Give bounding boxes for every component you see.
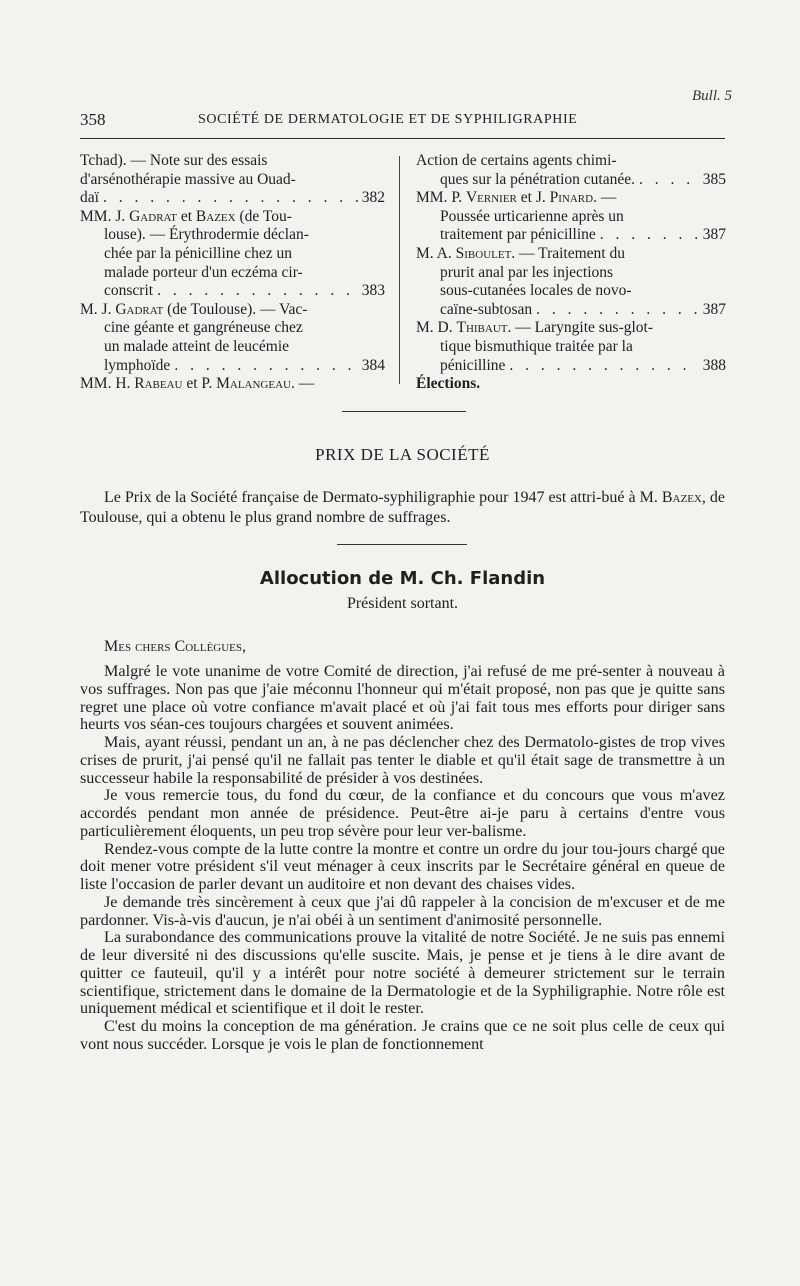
leader-dots	[600, 226, 699, 245]
body-paragraph: Mais, ayant réussi, pendant un an, à ne pas déclencher chez des Dermatolo-gistes de trop vives crises de prurit, j'ai pensé qu'il ne fallait pas tenter le diable et qu'il était sage de transmettre à un successeur habile la responsabilité de présider à vos destinées.	[80, 733, 725, 787]
page-number: 358	[80, 110, 106, 129]
author-name: Malangeau	[216, 375, 291, 393]
prize-title: PRIX DE LA SOCIÉTÉ	[315, 445, 490, 464]
body-paragraph: La surabondance des communications prouve la vitalité de notre Société. Je ne suis pas ennemi de leur diversité ni des discussions qu'elle suscite. Mais, je pense et je tiens à le dire avant de quitter ce fauteuil, qu'il y a intérêt pour notre société à demeurer strictement sur le terrain scientifique, strictement dans le domaine de la Dermatologie et de la Syphiligraphie. Notre rôle est uniquement médical et scientifique et il doit le rester.	[80, 928, 725, 1018]
toc-line: cine géante et gangréneuse chez	[104, 319, 303, 337]
toc-mid: et P.	[182, 375, 217, 393]
toc-line: louse). — Érythrodermie déclan-	[104, 226, 309, 244]
toc-mid: et J.	[516, 189, 550, 207]
leader-dots	[536, 301, 699, 320]
prize-text: , de Toulouse, qui a obtenu le plus grand nombre de suffrages.	[80, 489, 725, 526]
toc-author-line	[80, 301, 385, 320]
toc-line: tique bismuthique traitée par la	[440, 337, 633, 355]
toc-line: malade porteur d'un eczéma cir-	[104, 263, 303, 281]
toc-line: conscrit	[104, 282, 154, 300]
toc-entry	[80, 301, 385, 375]
toc-suffix: (de Toulouse). — Vac-	[163, 300, 308, 318]
toc-leader-line	[416, 357, 726, 376]
prize-paragraph	[80, 488, 725, 528]
toc-line: Action de certains agents chimi-	[416, 152, 617, 169]
toc-author-line	[80, 375, 385, 394]
toc-suffix: (de Tou-	[235, 207, 292, 225]
toc-line: daï	[80, 189, 99, 207]
toc-author-line	[416, 319, 726, 338]
prize-text: Le Prix de la Société française de Dermato-syphiligraphie pour 1947 est attri-bué à M.	[104, 489, 662, 506]
toc-line: traitement par pénicilline	[440, 226, 596, 244]
leader-dots	[157, 282, 358, 301]
toc-line: ques sur la pénétration cutanée.	[440, 170, 635, 188]
toc-mid: et	[176, 207, 196, 225]
leader-dots	[174, 357, 357, 376]
toc-prefix: MM. H.	[80, 375, 135, 393]
running-title: SOCIÉTÉ DE DERMATOLOGIE ET DE SYPHILIGRAPHIE	[198, 112, 578, 127]
toc-entry	[80, 375, 385, 394]
toc-line: caïne-subtosan	[440, 300, 533, 318]
author-name: Gadrat	[115, 300, 164, 318]
allocution-subtitle: Président sortant.	[346, 595, 459, 612]
column-divider	[399, 156, 400, 384]
toc-entry	[416, 189, 726, 245]
author-name: Rabeau	[134, 375, 183, 393]
toc-leader-line	[416, 226, 726, 245]
leader-dots	[103, 189, 358, 208]
toc-suffix: . —	[290, 375, 315, 393]
toc-line: pénicilline	[440, 356, 506, 374]
body-paragraph: Malgré le vote unanime de votre Comité de direction, j'ai refusé de me pré-senter à nouveau à vos suffrages. Non pas que j'aie méconnu l'honneur qui m'était proposé, non pas que je quitte sans regret une place où votre confiance m'avait placé et où j'ai fait tous mes efforts pour diriger sans heurts vos séan-ces toujours chargées et souvent animées.	[80, 662, 725, 734]
toc-entry	[416, 245, 726, 319]
toc-suffix: . —	[593, 189, 617, 207]
author-name: Gadrat	[129, 207, 177, 225]
toc-page-number: 382	[361, 189, 385, 207]
toc-prefix: M. A.	[416, 244, 456, 262]
toc-entry	[416, 319, 726, 375]
section-rule	[337, 544, 467, 545]
author-name: Vernier	[465, 189, 517, 207]
toc-leader-line	[416, 171, 726, 190]
body-paragraph: C'est du moins la conception de ma génération. Je crains que ce ne soit plus celle de ceux qui vont nous succéder. Lorsque je vois le plan de fonctionnement	[80, 1017, 725, 1053]
author-name: Siboulet	[455, 244, 512, 262]
bulletin-marker: Bull. 5	[692, 88, 732, 104]
allocution-body	[80, 663, 725, 1054]
toc-prefix: MM. J.	[80, 207, 130, 225]
toc-leader-line	[80, 282, 385, 301]
toc-line: Tchad). — Note sur des essais	[80, 152, 268, 169]
allocution-title: Allocution de M. Ch. Flandin	[259, 568, 546, 589]
toc-line: d'arsénothérapie massive au Ouad-	[80, 170, 296, 188]
toc-author-line	[416, 245, 726, 264]
toc-author-line	[80, 208, 385, 227]
toc-leader-line	[416, 301, 726, 320]
body-paragraph: Rendez-vous compte de la lutte contre la montre et contre un ordre du jour tou-jours chargé que doit mener votre président s'il veut ménager à ceux inscrits par le Secrétaire général en queue de liste l'occasion de parler devant un auditoire et non devant des chaises vides.	[80, 839, 725, 893]
toc-line: lymphoïde	[104, 356, 171, 374]
toc-elections: Élections.	[416, 375, 481, 393]
toc-entry	[416, 152, 726, 189]
toc-author-line	[416, 189, 726, 208]
toc-page-number: 385	[702, 170, 726, 188]
author-name: Pinard	[549, 189, 594, 207]
page-header	[80, 110, 725, 134]
toc-page-number: 383	[361, 282, 385, 300]
toc-line: sous-cutanées locales de novo-	[440, 282, 632, 300]
section-rule	[342, 411, 466, 412]
toc-page-number: 384	[361, 356, 385, 374]
body-paragraph: Je demande très sincèrement à ceux que j'ai dû rappeler à la concision de m'excuser et de me pardonner. Vis-à-vis d'aucun, je n'ai obéi à un sentiment d'animosité personnelle.	[80, 892, 725, 929]
toc-prefix: M. J.	[80, 300, 116, 318]
toc-prefix: MM. P.	[416, 189, 466, 207]
toc-line: prurit anal par les injections	[440, 263, 614, 281]
toc-line: un malade atteint de leucémie	[104, 337, 290, 355]
body-paragraph: Je vous remercie tous, du fond du cœur, de la confiance et du concours que vous m'avez accordés pendant mon année de présidence. Peut-être ai-je paru à certains d'entre vous particulièrement éloquents, un peu trop sévère pour leur ver-balisme.	[80, 786, 725, 840]
toc-page-number: 387	[702, 226, 726, 244]
salutation: Mes chers Collègues,	[104, 638, 247, 655]
author-name: Thibaut	[456, 319, 508, 337]
leader-dots	[509, 357, 698, 376]
toc-entry	[80, 152, 385, 208]
author-name: Bazex	[661, 489, 702, 506]
toc-line: chée par la pénicilline chez un	[104, 244, 293, 262]
toc-entry	[80, 208, 385, 301]
author-name: Bazex	[195, 207, 236, 225]
toc-right-column	[416, 152, 726, 394]
toc-page-number: 387	[702, 300, 726, 318]
toc-leader-line	[80, 357, 385, 376]
header-rule	[80, 138, 725, 139]
toc-suffix: . — Laryngite sus-glot-	[507, 319, 654, 337]
leader-dots	[639, 171, 699, 190]
toc-line: Poussée urticarienne après un	[440, 207, 624, 225]
toc-suffix: . — Traitement du	[511, 244, 625, 262]
toc-leader-line	[80, 189, 385, 208]
toc-left-column	[80, 152, 385, 394]
toc-page-number: 388	[702, 356, 726, 374]
toc-prefix: M. D.	[416, 319, 457, 337]
